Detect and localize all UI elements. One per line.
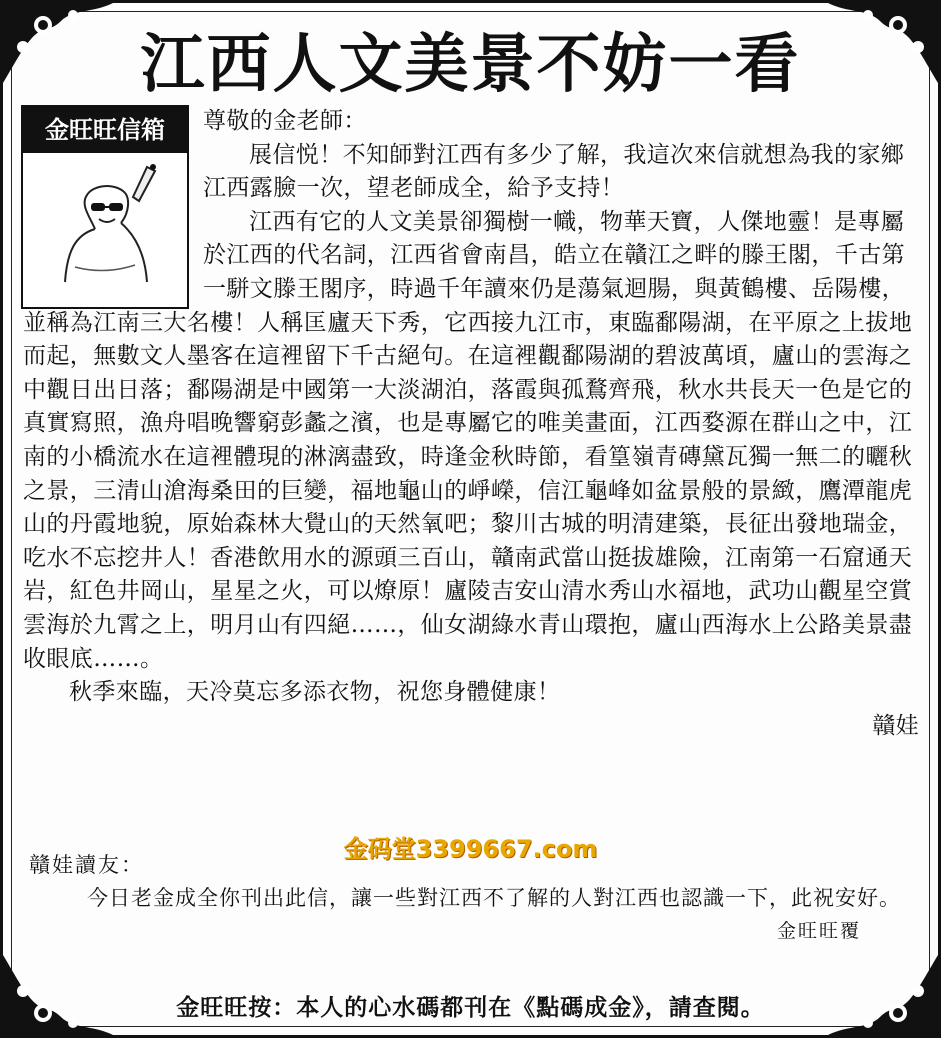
letter-paragraph: 展信悦！不知師對江西有多少了解，我這次來信就想為我的家鄉江西露臉一次，望老師成全，給予支持！ [203,141,905,202]
letter-salutation: 尊敬的金老師： [203,108,367,134]
column-masthead [21,105,189,309]
column-title: 金旺旺信箱 [23,107,187,153]
reply-salutation: 贛娃讀友： [29,853,144,877]
reply-signature: 金旺旺覆 [776,920,861,942]
letter-signature: 贛娃 [872,712,919,739]
letter-paragraph: 江西有它的人文美景卻獨樹一幟，物華天寶，人傑地靈！是專屬於江西的代名詞，江西省會南昌，皓立在贛江之畔的滕王閣，千古第一駢文滕王閣序，時過千年讀來仍是蕩氣迴腸，與黃鶴樓、岳陽樓，並稱為江南三大名樓！人稱匡廬天下秀，它西接九江市，東臨鄱陽湖，在平原之上拔地而起，無數文人墨客在這裡留下千古絕句。在這裡觀鄱陽湖的碧波萬頃，廬山的雲海之中觀日出日落；鄱陽湖是中國第一大淡湖泊，落霞與孤鶩齊飛，秋水共長天一色是它的真實寫照，漁舟唱晚響窮彭蠡之濱，也是專屬它的唯美畫面，江西婺源在群山之中，江南的小橋流水在這裡體現的淋漓盡致，時逢金秋時節，看篁嶺青磚黛瓦獨一無二的曬秋之景，三清山滄海桑田的巨變，福地龜山的崢嶸，信江龜峰如盆景般的景緻，鷹潭龍虎山的丹霞地貌，原始森林大覺山的天然氧吧；黎川古城的明清建築，長征出發地瑞金，吃水不忘挖井人！香港飲用水的源頭三百山，贛南武當山挺拔雄險，江南第一石窟通天岩，紅色井岡山，星星之火，可以燎原！廬陵吉安山清水秀山水福地，武功山觀星空賞雲海於九霄之上，明月山有四絕……，仙女湖綠水青山環抱，廬山西海水上公路美景盡收眼底……。 [23,208,913,672]
footer-note: 金旺旺按：本人的心水碼都刊在《點碼成金》，請查閱。 [176,994,765,1021]
headline: 江西人文美景不妨一看 [140,28,801,102]
reply-paragraph: 今日老金成全你刊出此信，讓一些對江西不了解的人對江西也認識一下，此祝安好。 [87,886,901,910]
letter-paragraph: 秋季來臨，天冷莫忘多添衣物，祝您身體健康！ [69,679,561,706]
cartoon-portrait-icon [35,157,175,297]
watermark: 金码堂3399667.com [343,835,598,863]
editor-reply [23,849,925,948]
